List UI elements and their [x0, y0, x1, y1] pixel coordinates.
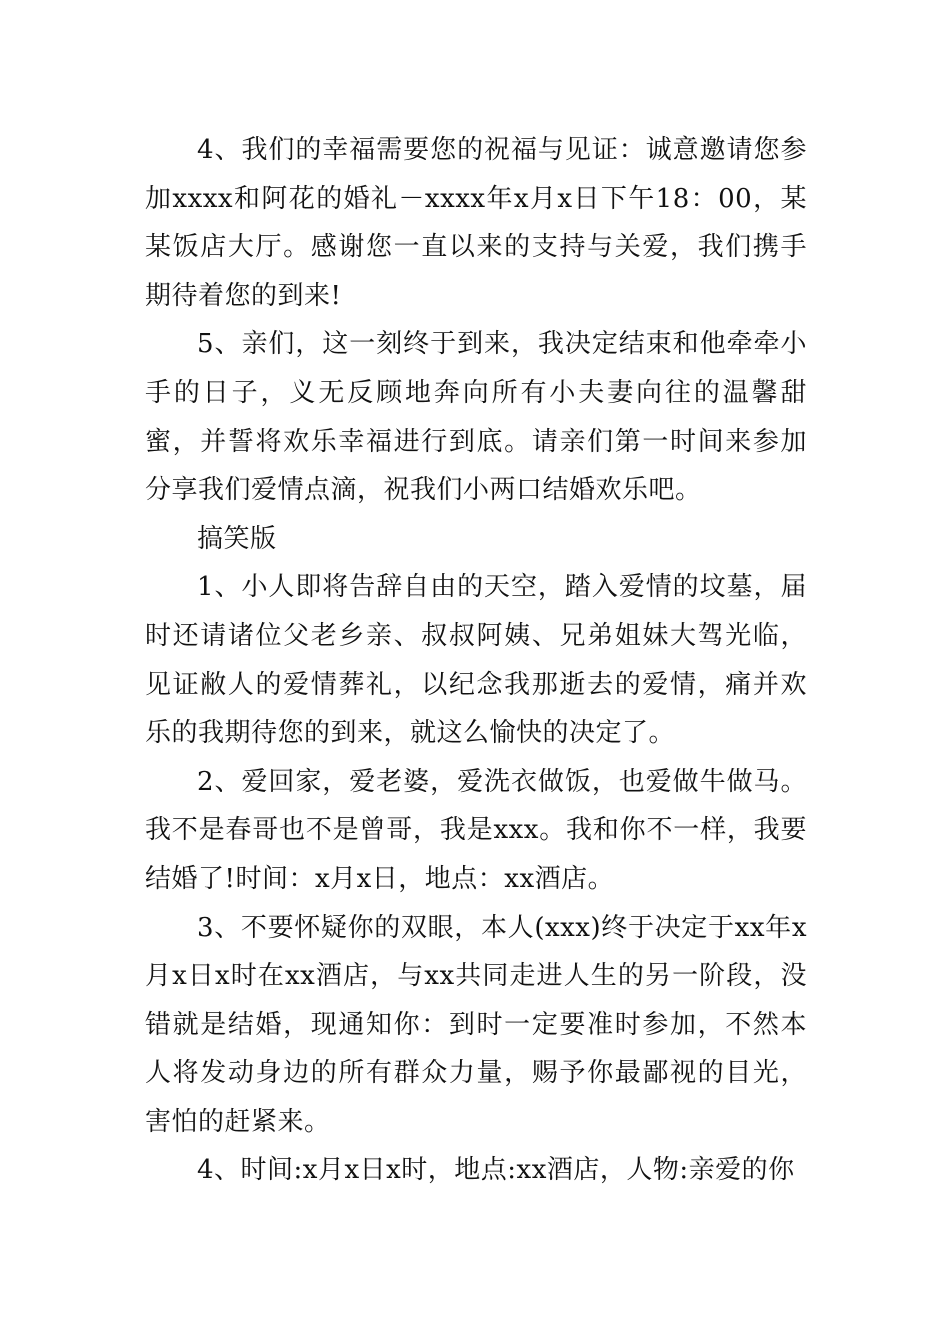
paragraph-funny-3: 3、不要怀疑你的双眼，本人(xxx)终于决定于xx年x月x日x时在xx酒店，与xx共同走进人生的另一阶段，没错就是结婚，现通知你：到时一定要准时参加，不然本人将发动身边的所有群众力量，赐予你最鄙视的目光，害怕的赶紧来。 [145, 912, 807, 1137]
paragraph-funny-1: 1、小人即将告辞自由的天空，踏入爱情的坟墓，届时还请诸位父老乡亲、叔叔阿姨、兄弟姐妹大驾光临，见证敝人的爱情葬礼，以纪念我那逝去的爱情，痛并欢乐的我期待您的到来，就这么愉快的决定了。 [145, 572, 807, 749]
paragraph-funny-2: 2、爱回家，爱老婆，爱洗衣做饭，也爱做牛做马。我不是春哥也不是曾哥，我是xxx。我和你不一样，我要结婚了!时间：x月x日，地点：xx酒店。 [145, 766, 807, 894]
section-heading-funny: 搞笑版 [197, 523, 277, 554]
paragraph-invitation-5: 5、亲们，这一刻终于到来，我决定结束和他牵牵小手的日子，义无反顾地奔向所有小夫妻向往的温馨甜蜜，并誓将欢乐幸福进行到底。请亲们第一时间来参加分享我们爱情点滴，祝我们小两口结婚欢乐吧。 [145, 329, 807, 506]
document-body [145, 126, 807, 1195]
paragraph-invitation-4: 4、我们的幸福需要您的祝福与见证：诚意邀请您参加xxxx和阿花的婚礼－xxxx年x月x日下午18：00，某某饭店大厅。感谢您一直以来的支持与关爱，我们携手期待着您的到来! [145, 135, 807, 311]
paragraph-funny-4: 4、时间:x月x日x时，地点:xx酒店，人物:亲爱的你 [197, 1155, 795, 1186]
